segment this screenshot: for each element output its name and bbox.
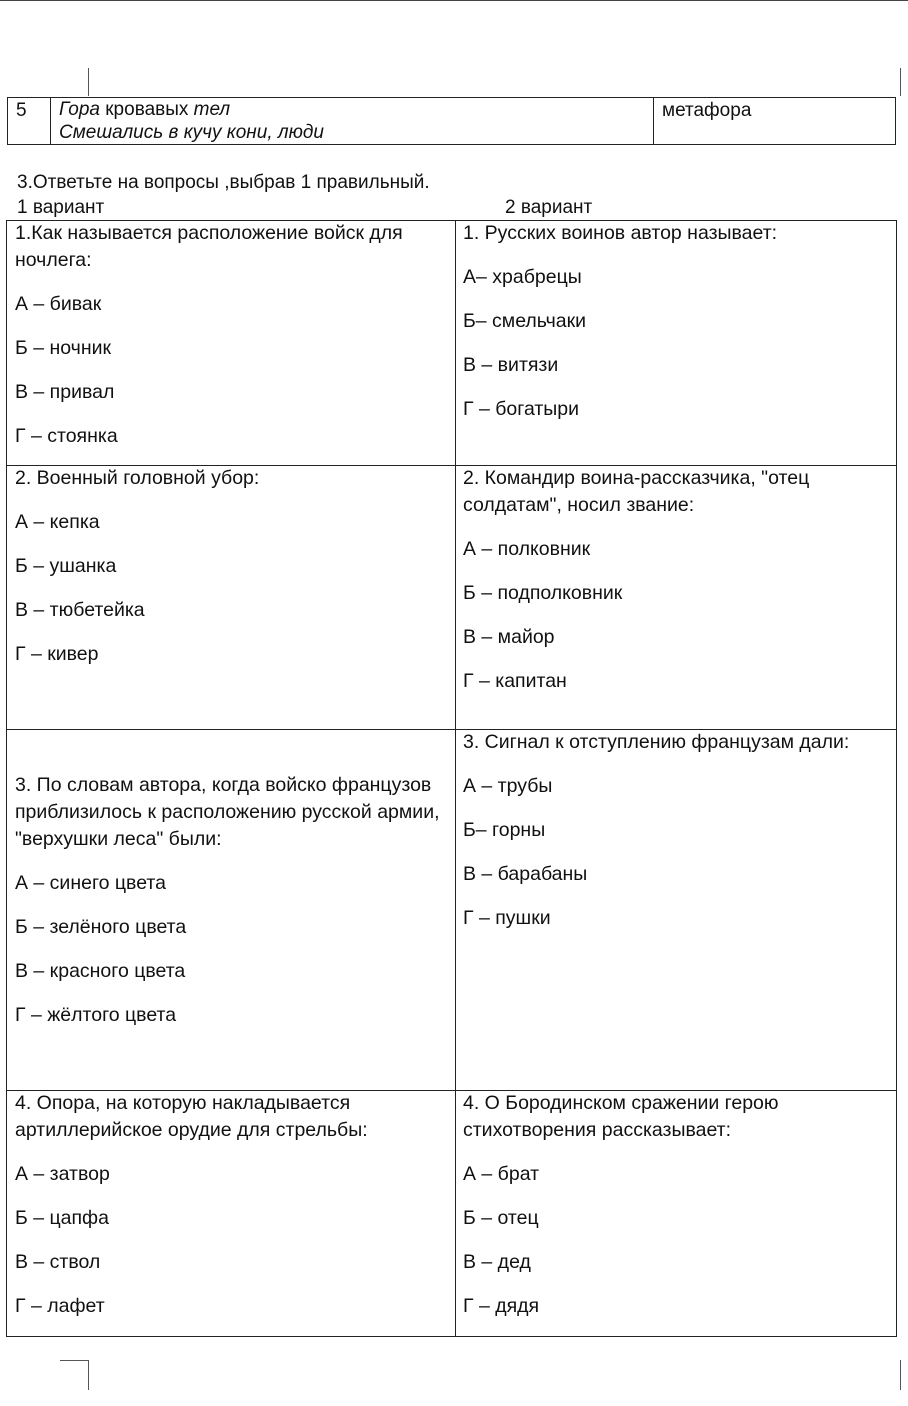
crop-mark-bottom-right (900, 1360, 901, 1390)
variant-1-label: 1 вариант (17, 197, 105, 218)
answer-option: В – витязи (463, 354, 559, 376)
question-text: 1. Русских воинов автор называет: (463, 222, 778, 244)
task-heading: 3.Ответьте на вопросы ,выбрав 1 правильный. (17, 172, 430, 193)
answer-option: Б – ночник (15, 337, 112, 359)
answer-option: Г – капитан (463, 670, 567, 692)
answer-option: Г – кивер (15, 643, 99, 665)
answer-option: Б– горны (463, 819, 546, 841)
answer-option: А – полковник (463, 538, 591, 560)
question-text: 4. Опора, на которую накладывается артиллерийское орудие для стрельбы: (15, 1092, 368, 1141)
answer-option: Г – лафет (15, 1295, 105, 1317)
quote-word-krovavyh: кровавых (99, 99, 194, 120)
quote-line-2: Смешались в кучу кони, люди (59, 122, 324, 143)
v2-question-1 (463, 220, 888, 440)
answer-option: Г – жёлтого цвета (15, 1004, 177, 1026)
v1-question-1 (15, 220, 447, 467)
crop-mark-bottom-left-h (60, 1360, 89, 1361)
answer-option: В – красного цвета (15, 960, 186, 982)
answer-option: Б – отец (463, 1207, 539, 1229)
devices-table-row-5 (7, 97, 896, 145)
answer-option: В – тюбетейка (15, 599, 145, 621)
question-text: 4. О Бородинском сражении герою стихотворения рассказывает: (463, 1092, 779, 1141)
v2-question-4 (463, 1090, 888, 1337)
row-number: 5 (16, 100, 27, 121)
v1-question-3 (15, 772, 447, 1046)
answer-option: А – брат (463, 1163, 540, 1185)
crop-mark-top-right (900, 68, 901, 96)
answer-option: А – кепка (15, 511, 100, 533)
answer-option: Г – богатыри (463, 398, 580, 420)
answer-option: А – затвор (15, 1163, 110, 1185)
crop-mark-top-left (88, 68, 89, 96)
v2-question-3 (463, 729, 888, 949)
answer-option: А – трубы (463, 775, 553, 797)
row-number-cell (8, 98, 51, 144)
device-name: метафора (662, 100, 752, 121)
answer-option: А– храбрецы (463, 266, 582, 288)
variant-2-label: 2 вариант (505, 197, 593, 218)
quote-line-1 (59, 99, 230, 121)
answer-option: Г – пушки (463, 907, 551, 929)
question-text: 1.Как называется расположение войск для ночлега: (15, 222, 403, 271)
v1-question-4 (15, 1090, 447, 1337)
question-text: 2. Военный головной убор: (15, 467, 260, 489)
answer-option: Б – подполковник (463, 582, 623, 604)
answer-option: В – барабаны (463, 863, 588, 885)
v1-question-2 (15, 465, 447, 685)
answer-option: В – дед (463, 1251, 531, 1273)
crop-mark-bottom-left-v (88, 1360, 89, 1390)
quote-word-gora: Гора (59, 99, 100, 120)
answer-option: В – ствол (15, 1251, 101, 1273)
device-cell (654, 98, 894, 144)
answer-option: Г – дядя (463, 1295, 540, 1317)
question-text: 3. По словам автора, когда войско французов приблизилось к расположению русской армии, "верхушки леса" были: (15, 774, 440, 850)
answer-option: А – бивак (15, 293, 102, 315)
answer-option: Б – зелёного цвета (15, 916, 187, 938)
quote-word-tel: тел (193, 99, 231, 120)
answer-option: В – майор (463, 626, 555, 648)
question-text: 2. Командир воина-рассказчика, "отец солдатам", носил звание: (463, 467, 810, 516)
answer-option: В – привал (15, 381, 115, 403)
answer-option: Б – ушанка (15, 555, 117, 577)
answer-option: Б– смельчаки (463, 310, 587, 332)
v2-question-2 (463, 465, 888, 712)
quote-cell (51, 98, 654, 144)
answer-option: Б – цапфа (15, 1207, 109, 1229)
question-text: 3. Сигнал к отступлению французам дали: (463, 731, 850, 753)
page-top-border (0, 0, 908, 1)
answer-option: Г – стоянка (15, 425, 118, 447)
answer-option: А – синего цвета (15, 872, 166, 894)
column-divider (455, 220, 456, 1337)
